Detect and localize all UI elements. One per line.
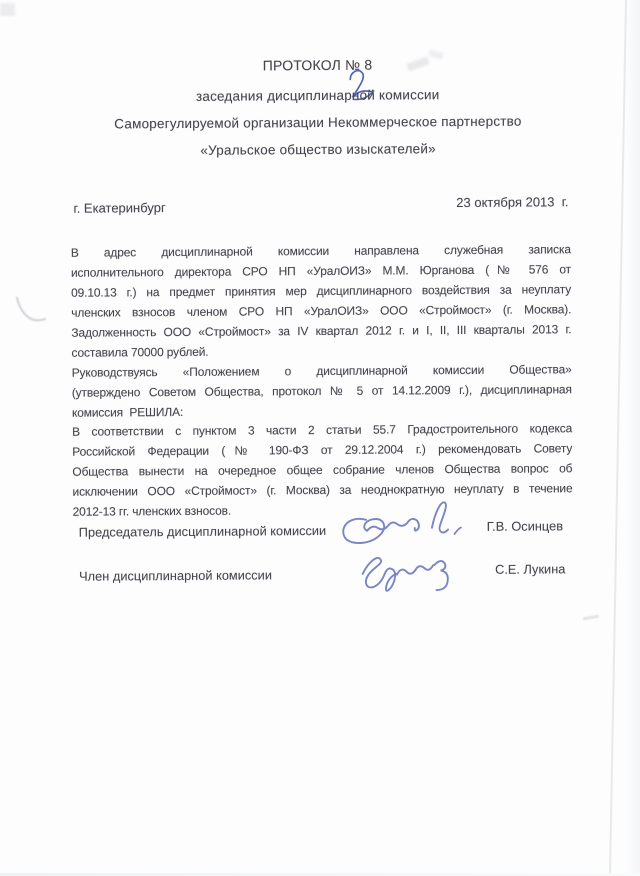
signer-name-chairman: Г.В. Осинцев <box>486 518 564 534</box>
protocol-title: ПРОТОКОЛ № 8 <box>262 56 373 74</box>
paragraph-line: Российской Федерации (№ 190-ФЗ от 29.12.2004 г.) рекомендовать Совету <box>72 441 573 459</box>
paragraph-line: составила 70000 рублей. <box>71 344 209 360</box>
paragraph-line: членских взносов членом СРО НП «УралОИЗ» ООО «Строймост» (г. Москва). <box>71 302 572 320</box>
paragraph-line: 2012-13 гг. членских взносов. <box>72 503 232 519</box>
paragraph-line: комиссия РЕШИЛА: <box>71 404 184 420</box>
subtitle-organization: Саморегулируемой организации Некоммерческое партнерство <box>114 113 522 132</box>
paragraph-line: В соответствии с пунктом 3 части 2 статьи 55.7 Градостроительного кодекса <box>72 421 573 439</box>
paragraph-memo <box>71 239 572 362</box>
paragraph-line: Общества вынести на очередное общее собрание членов Общества вопрос об <box>72 461 573 479</box>
member-signature-ink <box>355 542 468 610</box>
paragraph-line: исключении ООО «Строймост» (г. Москва) за неоднократную неуплату в течение <box>72 481 573 499</box>
place-line: г. Екатеринбург <box>73 200 166 216</box>
date-line: 23 октября 2013 г. <box>456 194 569 211</box>
paragraph-line: (утверждено Советом Общества, протокол № 5 от 14.12.2009 г.), дисциплинарная <box>71 382 572 400</box>
paragraph-line: исполнительного директора СРО НП «УралОИЗ» М.М. Юрганова (№ 576 от <box>70 262 572 280</box>
paragraph-line: В адрес дисциплинарной комиссии направлена служебная записка <box>70 242 571 260</box>
signature-role-member: Член дисциплинарной комиссии <box>79 567 272 584</box>
signature-role-chairman: Председатель дисциплинарной комиссии <box>78 522 327 540</box>
subtitle-society-name: «Уральское общество изыскателей» <box>200 141 436 158</box>
paragraph-line: Задолженность ООО «Строймост» за IV квартал 2012 г. и I, II, III кварталы 2013 г. <box>71 322 572 340</box>
signer-name-member: С.Е. Лукина <box>494 561 566 577</box>
paragraph-decision <box>72 418 573 521</box>
subtitle-session: заседания дисциплинарной комиссии <box>195 87 440 104</box>
paragraph-resolution-intro <box>72 359 572 422</box>
paragraph-line: 09.10.13 г.) на предмет принятия мер дисциплинарного воздействия за неуплату <box>71 282 572 300</box>
paragraph-line: Руководствуясь «Положением о дисциплинарной комиссии Общества» <box>71 362 572 380</box>
